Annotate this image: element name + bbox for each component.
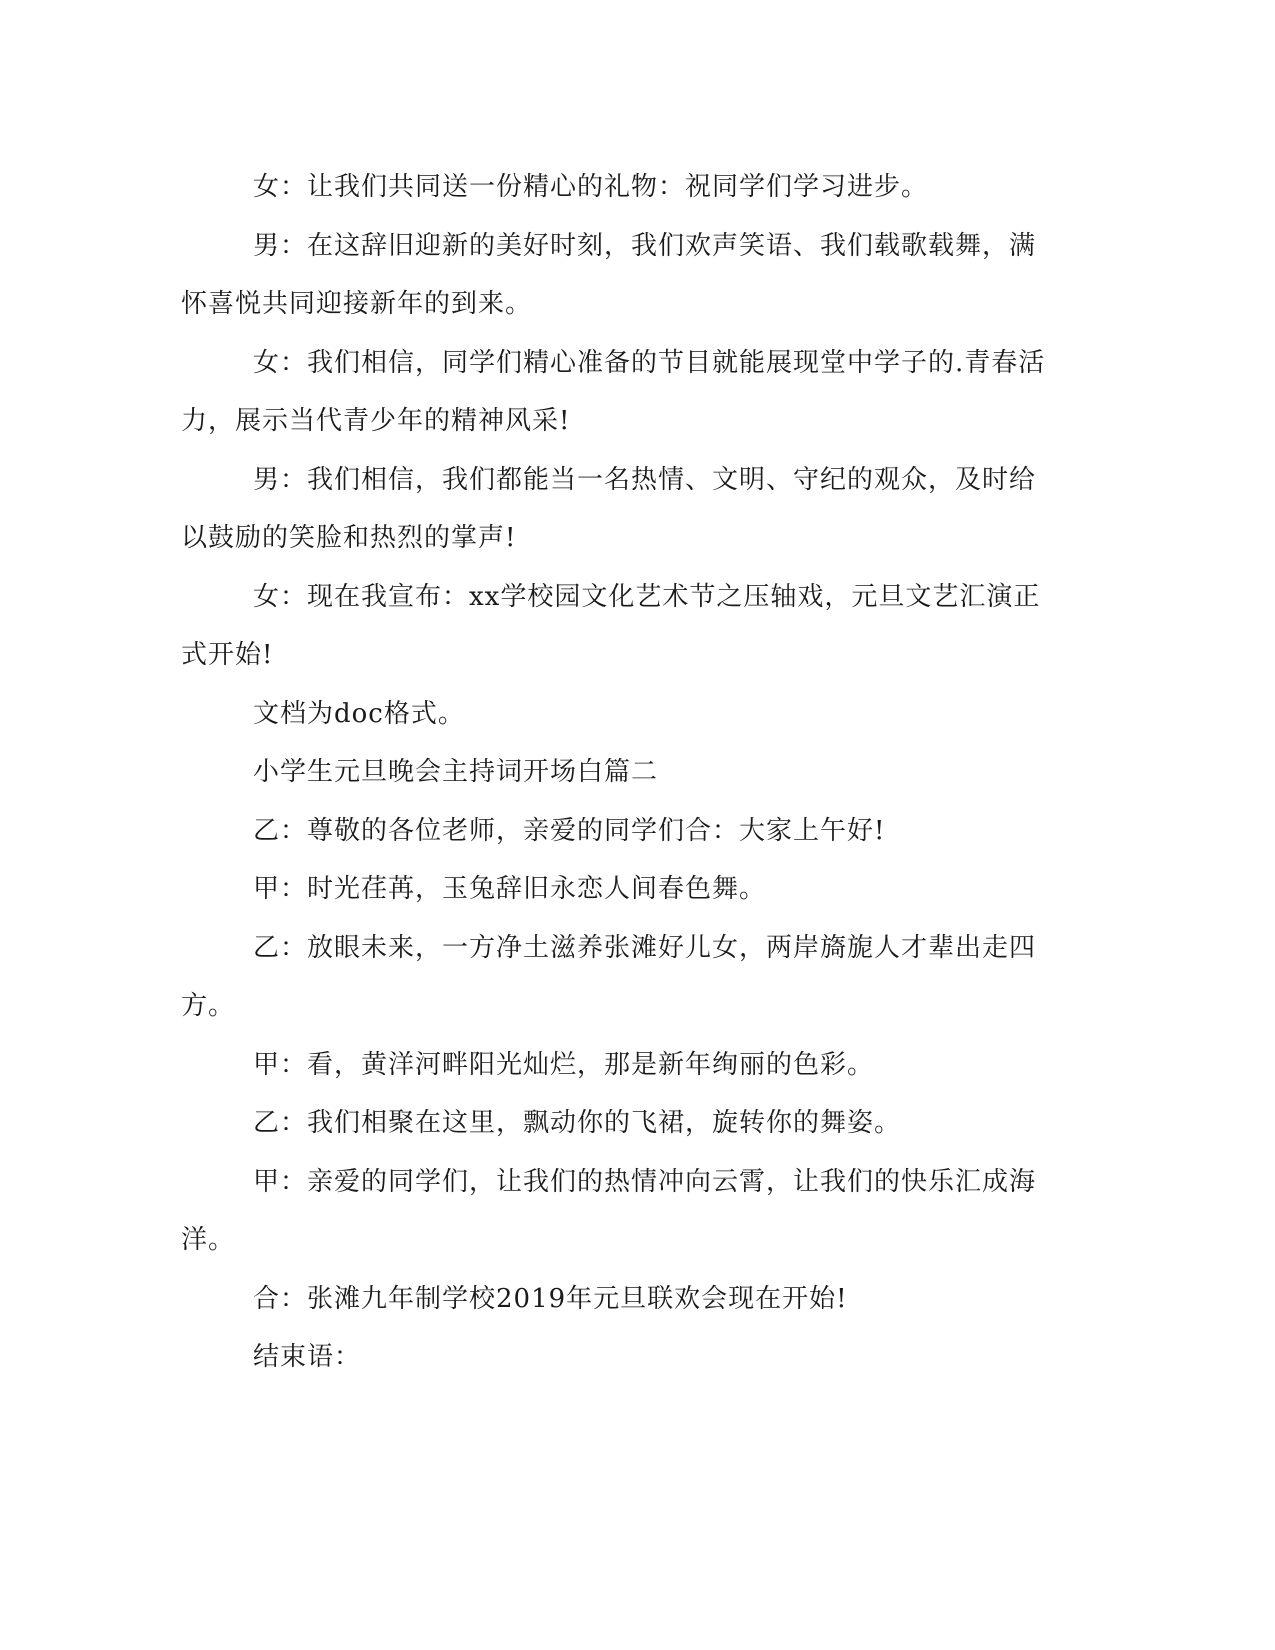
dialogue-line: 男：在这辞旧迎新的美好时刻，我们欢声笑语、我们载歌载舞，满怀喜悦共同迎接新年的到来。 (181, 230, 1037, 319)
dialogue-line: 男：我们相信，我们都能当一名热情、文明、守纪的观众，及时给以鼓励的笑脸和热烈的掌声! (181, 464, 1037, 553)
dialogue-line: 乙：我们相聚在这里，飘动你的飞裙，旋转你的舞姿。 (253, 1108, 902, 1138)
dialogue-line: 甲：亲爱的同学们，让我们的热情冲向云霄，让我们的快乐汇成海洋。 (181, 1166, 1037, 1255)
dialogue-line: 女：让我们共同送一份精心的礼物：祝同学们学习进步。 (253, 172, 929, 202)
dialogue-line: 甲：时光荏苒，玉兔辞旧永恋人间春色舞。 (253, 874, 767, 904)
section-heading: 小学生元旦晚会主持词开场白篇二 (253, 757, 659, 787)
document-body (181, 158, 1051, 1387)
dialogue-line: 合：张滩九年制学校2019年元旦联欢会现在开始! (253, 1283, 848, 1314)
format-note: 文档为doc格式。 (253, 698, 465, 729)
dialogue-line: 女：现在我宣布：xx学校园文化艺术节之压轴戏，元旦文艺汇演正式开始! (181, 581, 1041, 670)
dialogue-line: 甲：看，黄洋河畔阳光灿烂，那是新年绚丽的色彩。 (253, 1049, 875, 1080)
dialogue-line: 乙：放眼未来，一方净土滋养张滩好儿女，两岸旖旎人才辈出走四方。 (181, 932, 1037, 1021)
dialogue-line: 女：我们相信，同学们精心准备的节目就能展现堂中学子的.青春活力，展示当代青少年的精神风采! (181, 347, 1046, 436)
dialogue-line: 乙：尊敬的各位老师，亲爱的同学们合：大家上午好! (253, 815, 886, 846)
closing-heading: 结束语： (253, 1342, 362, 1372)
